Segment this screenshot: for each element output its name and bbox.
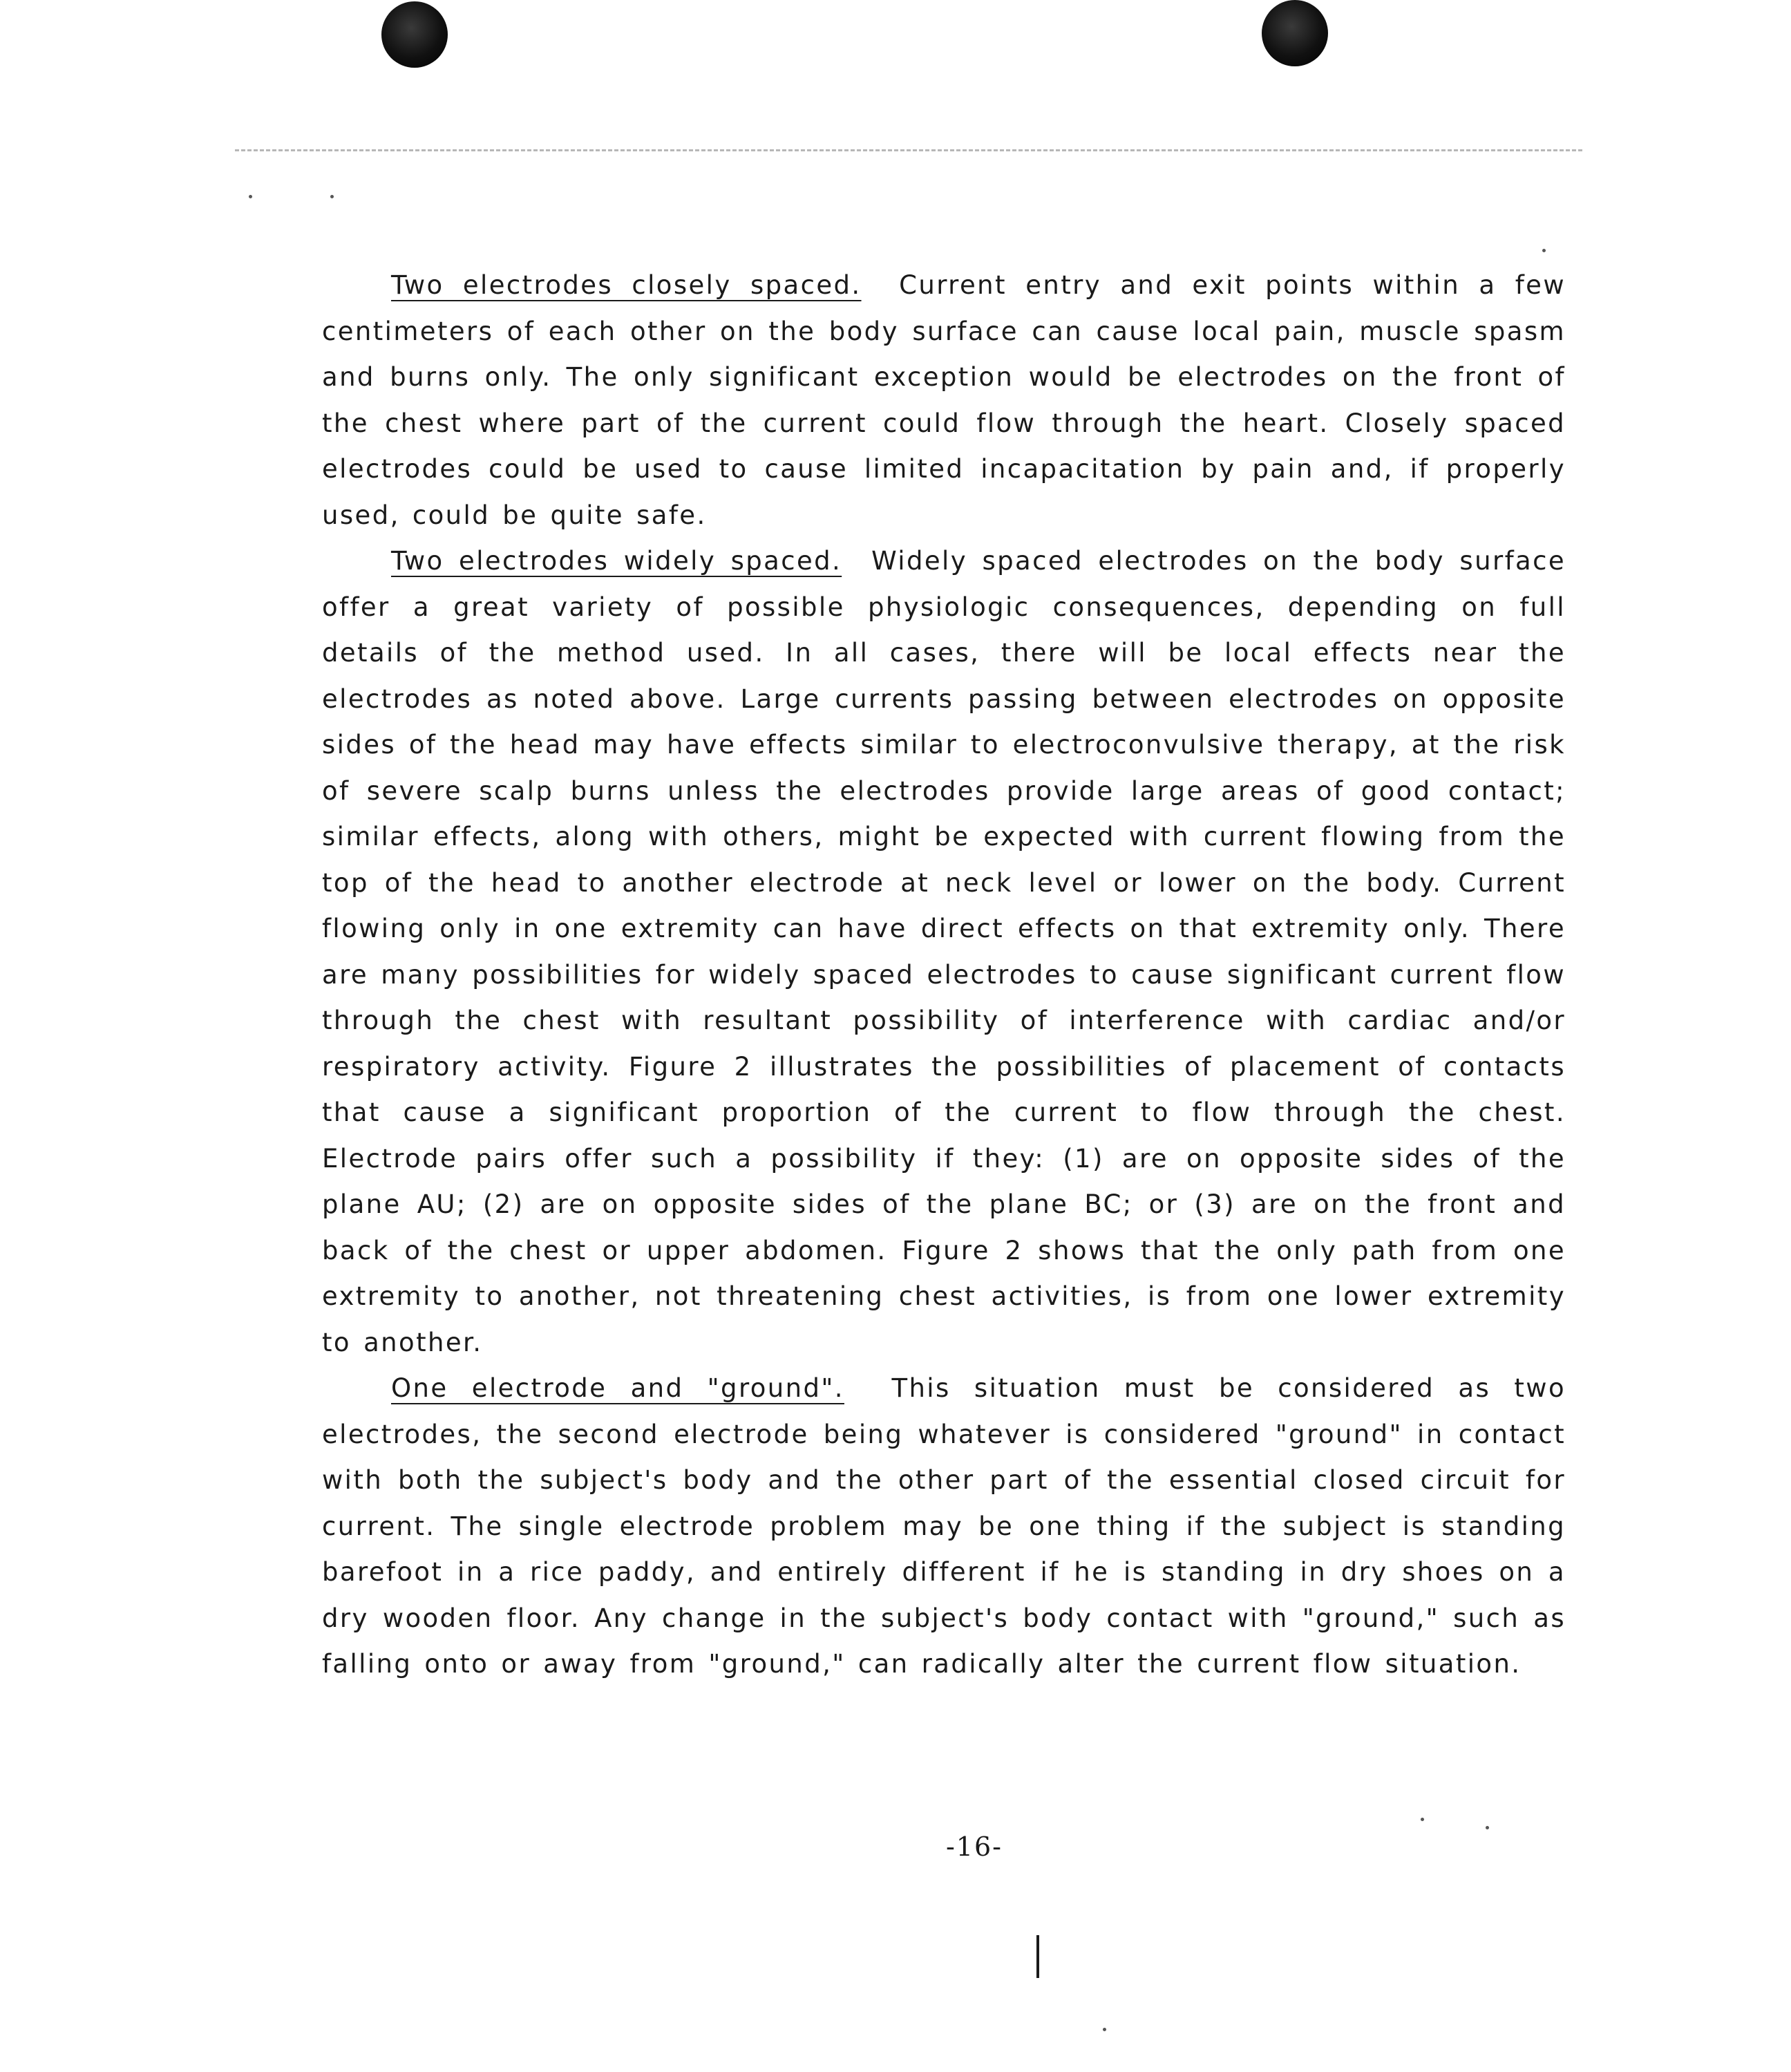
scan-speck bbox=[1542, 249, 1546, 252]
paragraph-text: This situation must be considered as two electrodes, the second electrode being whatever is considered "ground" in contact with both the subject's body and the other part of the essential closed circuit for current. The single electrode problem may be one thing if the subject is standing barefoot in a rice paddy, and entirely different if he is standing in dry shoes on a dry wooden floor. Any change in the subject's body contact with "ground," such as falling onto or away from "ground," can radically alter the current flow situation. bbox=[322, 1373, 1566, 1679]
punch-hole-right bbox=[1262, 0, 1328, 66]
paragraph-heading: Two electrodes widely spaced. bbox=[391, 546, 842, 576]
document-body bbox=[322, 263, 1566, 1688]
paragraph-text: Widely spaced electrodes on the body surface offer a great variety of possible physiologic consequences, depending on full details of the method used. In all cases, there will be local effects near the electrodes as noted above. Large currents passing between electrodes on opposite sides of the head may have effects similar to electroconvulsive therapy, at the risk of severe scalp burns unless the electrodes provide large areas of good contact; similar effects, along with others, might be expected with current flowing from the top of the head to another electrode at neck level or lower on the body. Current flowing only in one extremity can have direct effects on that extremity only. There are many possibilities for widely spaced electrodes to cause significant current flow through the chest with resultant possibility of interference with cardiac and/or respiratory activity. Figure 2 illustrates the possibilities of placement of contacts that cause a significant proportion of the current to flow through the chest. Electrode pairs offer such a possibility if they: (1) are on opposite sides of the plane AU; (2) are on opposite sides of the plane BC; or (3) are on the front and back of the chest or upper abdomen. Figure 2 shows that the only path from one extremity to another, not threatening chest activities, is from one lower extremity to another. bbox=[322, 546, 1566, 1357]
scan-speck bbox=[1103, 2028, 1106, 2031]
scan-artifact-line bbox=[235, 149, 1582, 151]
scan-mark bbox=[1036, 1935, 1039, 1978]
scan-speck bbox=[249, 195, 252, 198]
paragraph-heading: One electrode and "ground". bbox=[391, 1373, 844, 1403]
scan-speck bbox=[1421, 1818, 1424, 1821]
paragraph-widely-spaced bbox=[322, 538, 1566, 1366]
paragraph-one-electrode-ground bbox=[322, 1366, 1566, 1688]
scan-speck bbox=[330, 195, 334, 198]
page-number: -16- bbox=[945, 1831, 1003, 1862]
scan-speck bbox=[1486, 1826, 1489, 1829]
paragraph-text: Current entry and exit points within a few centimeters of each other on the body surface can cause local pain, muscle spasm and burns only. The only significant exception would be electrodes on the front of the chest where part of the current could flow through the heart. Closely spaced electrodes could be used to cause limited incapacitation by pain and, if properly used, could be quite safe. bbox=[322, 270, 1566, 530]
paragraph-closely-spaced bbox=[322, 263, 1566, 538]
punch-hole-left bbox=[381, 1, 448, 68]
paragraph-heading: Two electrodes closely spaced. bbox=[391, 270, 862, 300]
